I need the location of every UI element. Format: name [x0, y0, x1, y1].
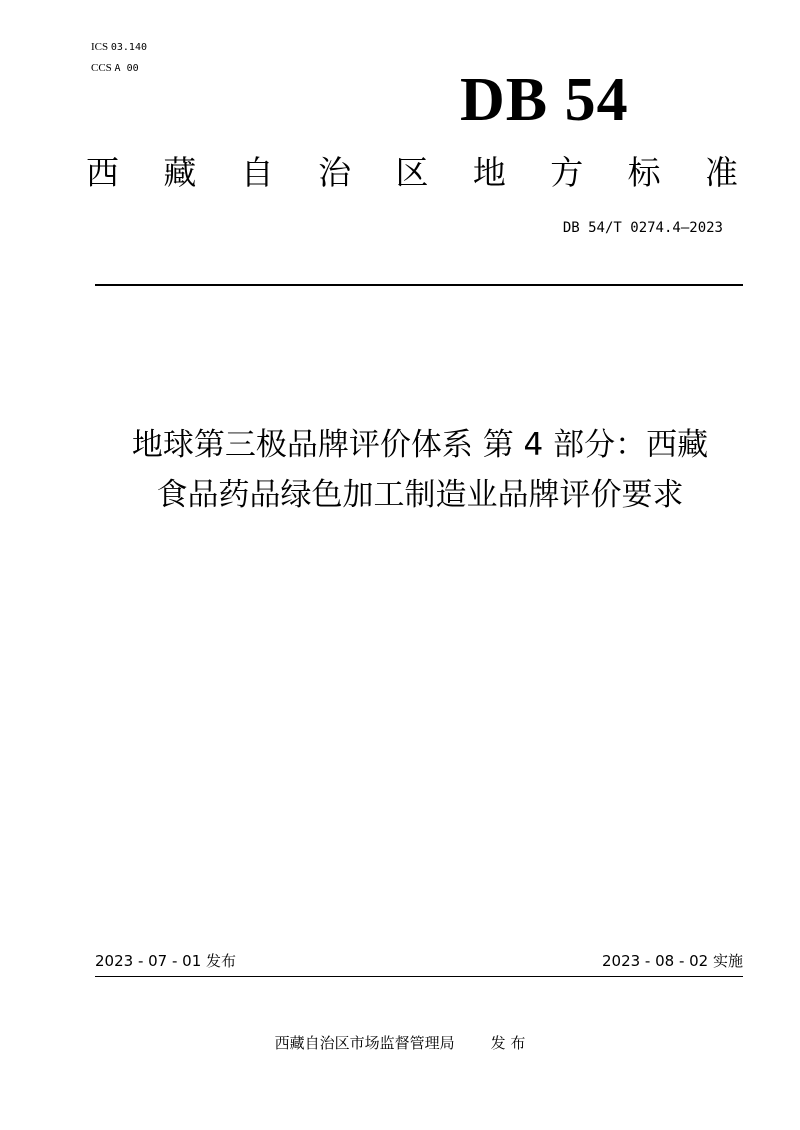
standard-type-char: 西 [86, 153, 119, 192]
standard-type-char: 藏 [163, 153, 197, 192]
ccs-code: A 00 [114, 63, 139, 74]
header-divider [95, 284, 743, 286]
standard-type-char: 区 [395, 153, 429, 192]
standard-type-heading [86, 153, 738, 193]
ics-classification [91, 40, 147, 55]
publish-label: 发 布 [490, 1034, 526, 1052]
ccs-label: CCS [91, 62, 112, 74]
title-line-1: 地球第三极品牌评价体系 第 4 部分：西藏 [131, 427, 709, 463]
standard-type-char: 标 [627, 153, 661, 192]
standard-type-char: 准 [705, 153, 738, 192]
ccs-classification [91, 61, 139, 76]
ics-code: 03.140 [110, 42, 147, 53]
ics-label: ICS [91, 41, 109, 53]
release-date: 2023 - 07 - 01 发布 [95, 952, 237, 970]
standard-type-char: 自 [240, 153, 274, 192]
issuer-line [0, 1032, 800, 1054]
issuer-name: 西藏自治区市场监督管理局 [274, 1034, 455, 1052]
standard-type-char: 地 [472, 153, 506, 192]
standard-type-char: 治 [318, 153, 352, 192]
db-standard-logo: DB 54 [460, 66, 629, 134]
implementation-date: 2023 - 08 - 02 实施 [601, 952, 743, 970]
standard-type-char: 方 [550, 153, 584, 192]
title-line-2: 食品药品绿色加工制造业品牌评价要求 [156, 477, 684, 513]
standard-number: DB 54/T 0274.4—2023 [562, 220, 723, 236]
footer-divider [95, 976, 743, 977]
document-title [60, 420, 780, 520]
